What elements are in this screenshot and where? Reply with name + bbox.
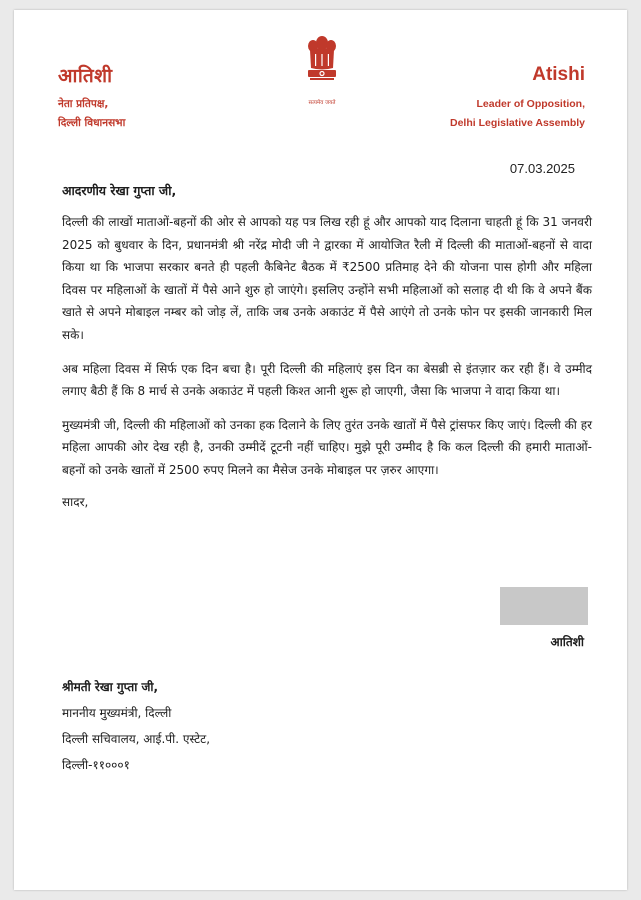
paragraph-1: दिल्ली की लाखों माताओं-बहनों की ओर से आपको यह पत्र लिख रही हूं और आपको याद दिलाना चाहती हूं कि 31 जनवरी 2025 को बुधवार के दिन, प्रधानमंत्री श्री नरेंद्र मोदी जी ने द्वारका में आयोजित रैली में दिल्ली की माताओं-बहनों से वादा किया था कि भाजपा सरकार बनते ही पहली कैबिनेट बैठक में ₹2500 प्रतिमाह देने की योजना पास होगी और महिला दिवस पर महिलाओं के खातों में पैसे आने शुरु हो जाएंगे। इसलिए उन्होंने सभी महिलाओं को सलाह दी थी कि वे अपने बैंक खाते से अपने मोबाइल नम्बर को जोड़ लें, ताकि जब उनके अकाउंट में पैसे आएंगे तो उनके फोन पर इसकी जानकारी मिल सके।: [62, 215, 592, 342]
signature-block: [500, 587, 590, 650]
salutation: आदरणीय रेखा गुप्ता जी,: [62, 183, 177, 198]
letterhead-title-english: [450, 95, 585, 133]
letterhead-title-english-line1: Leader of Opposition,: [476, 98, 585, 110]
emblem: [302, 34, 342, 106]
letterhead-title-english-line2: Delhi Legislative Assembly: [450, 117, 585, 129]
paragraph-3: मुख्यमंत्री जी, दिल्ली की महिलाओं को उनका हक दिलाने के लिए तुरंत उनके खातों में पैसे ट्रांसफर किए जाएं। दिल्ली की हर महिला आपकी ओर देख रही है, उनकी उम्मीदें टूटनी नहीं चाहिए। मुझे पूरी उम्मीद है कि कल दिल्ली की हमारी माताओं-बहनों को उनके खातों में 2500 रुपए मिलने का मैसेज उनके मोबाइल पर ज़रुर आएगा।: [62, 417, 592, 477]
letterhead-name-english: Atishi: [532, 64, 585, 85]
closing: सादर,: [62, 494, 89, 509]
redacted-signature: [500, 587, 588, 625]
recipient-line-1: माननीय मुख्यमंत्री, दिल्ली: [62, 706, 172, 720]
letter-date: 07.03.2025: [509, 161, 575, 176]
letterhead-title-hindi-line1: नेता प्रतिपक्ष,: [58, 98, 109, 110]
recipient-address: [62, 674, 210, 778]
letterhead-title-hindi-line2: दिल्ली विधानसभा: [58, 117, 126, 129]
letter-body: [62, 182, 592, 522]
letterhead-title-hindi: [58, 95, 125, 133]
signer-name: आतिशी: [550, 635, 584, 649]
recipient-line-2: दिल्ली सचिवालय, आई.पी. एस्टेट,: [62, 732, 211, 746]
letterhead-right: [450, 64, 585, 133]
recipient-name: श्रीमती रेखा गुप्ता जी,: [62, 680, 159, 694]
letterhead-left: [58, 62, 125, 133]
letterhead-name-hindi: आतिशी: [58, 65, 113, 87]
paragraph-2: अब महिला दिवस में सिर्फ एक दिन बचा है। पूरी दिल्ली की महिलाएं इस दिन का बेसब्री से इंतज़ार कर रही हैं। वे उम्मीद लगाए बैठी हैं कि 8 मार्च से उनके अकाउंट में पहली किश्त आनी शुरू हो जाएगी, जैसा कि भाजपा ने वादा किया था।: [62, 361, 592, 399]
letter-page: [14, 10, 627, 890]
emblem-motto: सत्यमेव जयते: [308, 100, 336, 106]
recipient-line-3: दिल्ली-११०००१: [62, 758, 130, 772]
ashoka-emblem-icon: [305, 34, 339, 96]
